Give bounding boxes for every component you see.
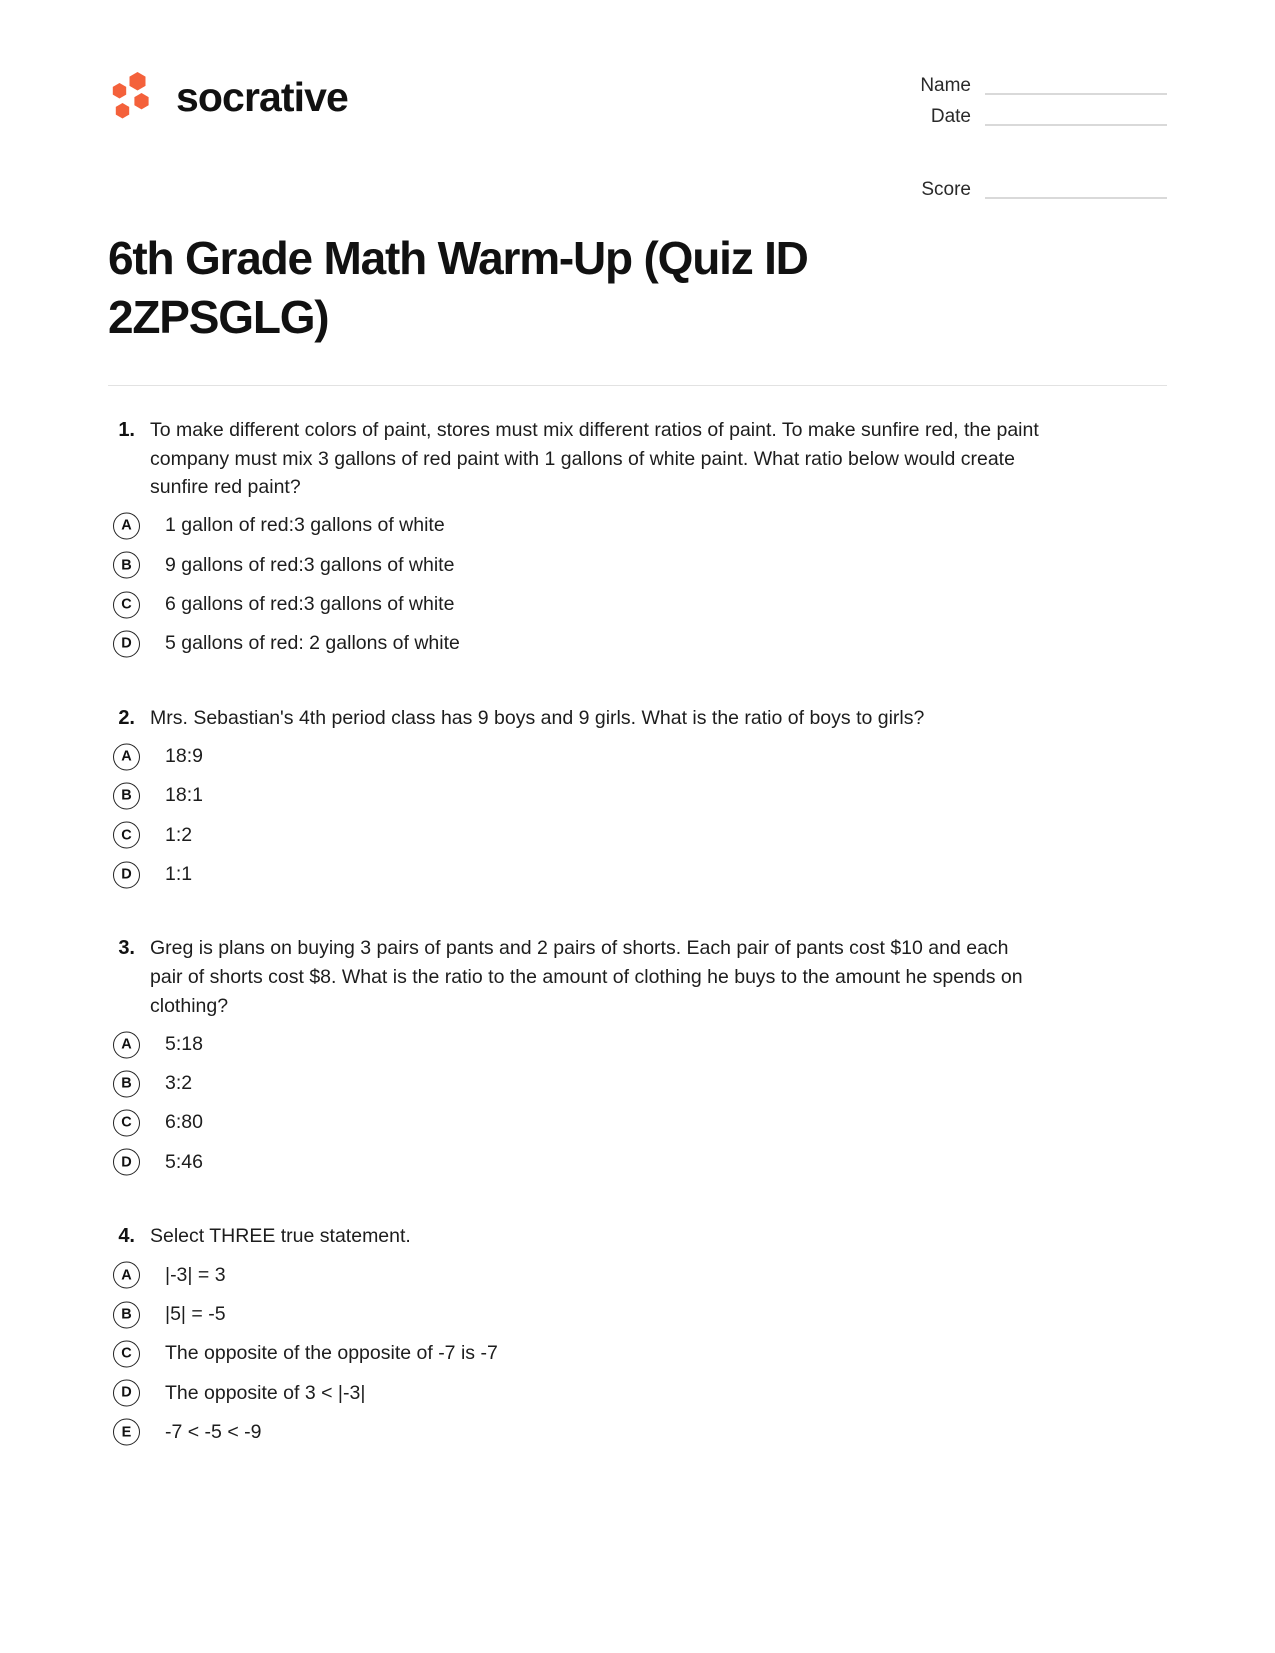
date-field-label: Date bbox=[930, 106, 971, 127]
option-row[interactable] bbox=[108, 512, 1167, 539]
option-label: 1:1 bbox=[165, 863, 193, 885]
option-label: 1 gallon of red:3 gallons of white bbox=[165, 514, 445, 537]
option-row[interactable] bbox=[108, 1070, 1167, 1097]
option-label: 18:9 bbox=[165, 745, 203, 768]
option-bubble-d[interactable]: D bbox=[113, 630, 140, 657]
option-row[interactable] bbox=[108, 1419, 1167, 1446]
score-field-row bbox=[865, 180, 1167, 199]
option-label: 5 gallons of red: 2 gallons of white bbox=[165, 632, 460, 655]
option-label: |-3| = 3 bbox=[165, 1263, 226, 1286]
name-field-row bbox=[865, 76, 1167, 95]
option-row[interactable] bbox=[108, 630, 1167, 657]
question-item bbox=[108, 934, 1167, 1176]
option-bubble-b[interactable]: B bbox=[113, 783, 140, 810]
option-bubble-d[interactable]: D bbox=[113, 1149, 140, 1176]
option-bubble-d[interactable]: D bbox=[113, 861, 140, 888]
option-label: 9 gallons of red:3 gallons of white bbox=[165, 553, 455, 576]
question-header bbox=[108, 1222, 1167, 1252]
page-title: 6th Grade Math Warm-Up (Quiz ID 2ZPSGLG) bbox=[108, 232, 808, 343]
question-item bbox=[108, 416, 1167, 658]
option-bubble-b[interactable]: B bbox=[113, 1070, 140, 1097]
question-number: 2. bbox=[118, 706, 135, 729]
option-label: 6 gallons of red:3 gallons of white bbox=[165, 592, 455, 615]
option-label: 3:2 bbox=[165, 1072, 193, 1095]
option-bubble-e[interactable]: E bbox=[113, 1419, 140, 1446]
question-header bbox=[108, 416, 1167, 503]
question-list bbox=[108, 416, 1167, 1446]
option-row[interactable] bbox=[108, 822, 1167, 849]
question-number: 3. bbox=[118, 937, 135, 960]
question-text: Mrs. Sebastian's 4th period class has 9 boys and 9 girls. What is the ratio of boys to girls? bbox=[150, 706, 925, 729]
option-row[interactable] bbox=[108, 1149, 1167, 1176]
option-row[interactable] bbox=[108, 1262, 1167, 1289]
option-bubble-a[interactable]: A bbox=[113, 1031, 140, 1058]
question-item bbox=[108, 704, 1167, 889]
option-row[interactable] bbox=[108, 1109, 1167, 1136]
option-row[interactable] bbox=[108, 1380, 1167, 1407]
question-text: Greg is plans on buying 3 pairs of pants and 2 pairs of shorts. Each pair of pants cost $10 and each pair of shorts cost $8. What is the ratio to the amount of clothing he buys to the amount he spends on clothing? bbox=[150, 937, 1023, 1018]
option-label: -7 < -5 < -9 bbox=[165, 1420, 262, 1443]
date-field-blank[interactable] bbox=[985, 112, 1167, 126]
student-info-fields bbox=[865, 76, 1167, 211]
option-row[interactable] bbox=[108, 1031, 1167, 1058]
name-field-blank[interactable] bbox=[985, 81, 1167, 95]
option-row[interactable] bbox=[108, 743, 1167, 770]
option-bubble-c[interactable]: C bbox=[113, 822, 140, 849]
brand-name: socrative bbox=[176, 73, 348, 120]
option-label: |5| = -5 bbox=[165, 1302, 226, 1325]
option-label: 5:18 bbox=[165, 1032, 203, 1055]
page-header bbox=[108, 52, 1167, 211]
option-list bbox=[108, 512, 1167, 657]
question-number: 4. bbox=[118, 1225, 135, 1248]
option-bubble-d[interactable]: D bbox=[113, 1380, 140, 1407]
option-row[interactable] bbox=[108, 1340, 1167, 1367]
date-field-row bbox=[865, 107, 1167, 126]
option-bubble-a[interactable]: A bbox=[113, 1262, 140, 1289]
option-label: The opposite of 3 < |-3| bbox=[165, 1381, 366, 1404]
question-item bbox=[108, 1222, 1167, 1446]
score-field-blank[interactable] bbox=[985, 185, 1167, 199]
option-bubble-c[interactable]: C bbox=[113, 1110, 140, 1137]
option-row[interactable] bbox=[108, 861, 1167, 888]
option-bubble-c[interactable]: C bbox=[113, 591, 140, 618]
name-field-label: Name bbox=[920, 75, 971, 96]
question-text: Select THREE true statement. bbox=[150, 1225, 411, 1248]
option-row[interactable] bbox=[108, 591, 1167, 618]
option-label: 5:46 bbox=[165, 1150, 203, 1173]
question-number: 1. bbox=[118, 418, 135, 441]
score-field-label: Score bbox=[921, 179, 971, 200]
option-bubble-c[interactable]: C bbox=[113, 1340, 140, 1367]
question-header bbox=[108, 704, 1167, 734]
header-divider bbox=[108, 385, 1167, 386]
question-header bbox=[108, 934, 1167, 1021]
option-label: 1:2 bbox=[165, 823, 193, 846]
option-label: 6:80 bbox=[165, 1111, 203, 1134]
hexagon-cluster-logo-icon bbox=[108, 70, 162, 124]
option-row[interactable] bbox=[108, 782, 1167, 809]
option-list bbox=[108, 1262, 1167, 1446]
option-list bbox=[108, 743, 1167, 888]
option-row[interactable] bbox=[108, 552, 1167, 579]
socrative-logo bbox=[108, 70, 348, 124]
option-label: 18:1 bbox=[165, 784, 203, 807]
option-bubble-b[interactable]: B bbox=[113, 1301, 140, 1328]
option-row[interactable] bbox=[108, 1301, 1167, 1328]
option-list bbox=[108, 1031, 1167, 1176]
option-label: The opposite of the opposite of -7 is -7 bbox=[165, 1342, 498, 1365]
option-bubble-a[interactable]: A bbox=[113, 512, 140, 539]
option-bubble-b[interactable]: B bbox=[113, 552, 140, 579]
question-text: To make different colors of paint, stores must mix different ratios of paint. To make sunfire red, the paint company must mix 3 gallons of red paint with 1 gallons of white paint. What ratio below would create sunfire red paint? bbox=[150, 418, 1039, 499]
option-bubble-a[interactable]: A bbox=[113, 743, 140, 770]
